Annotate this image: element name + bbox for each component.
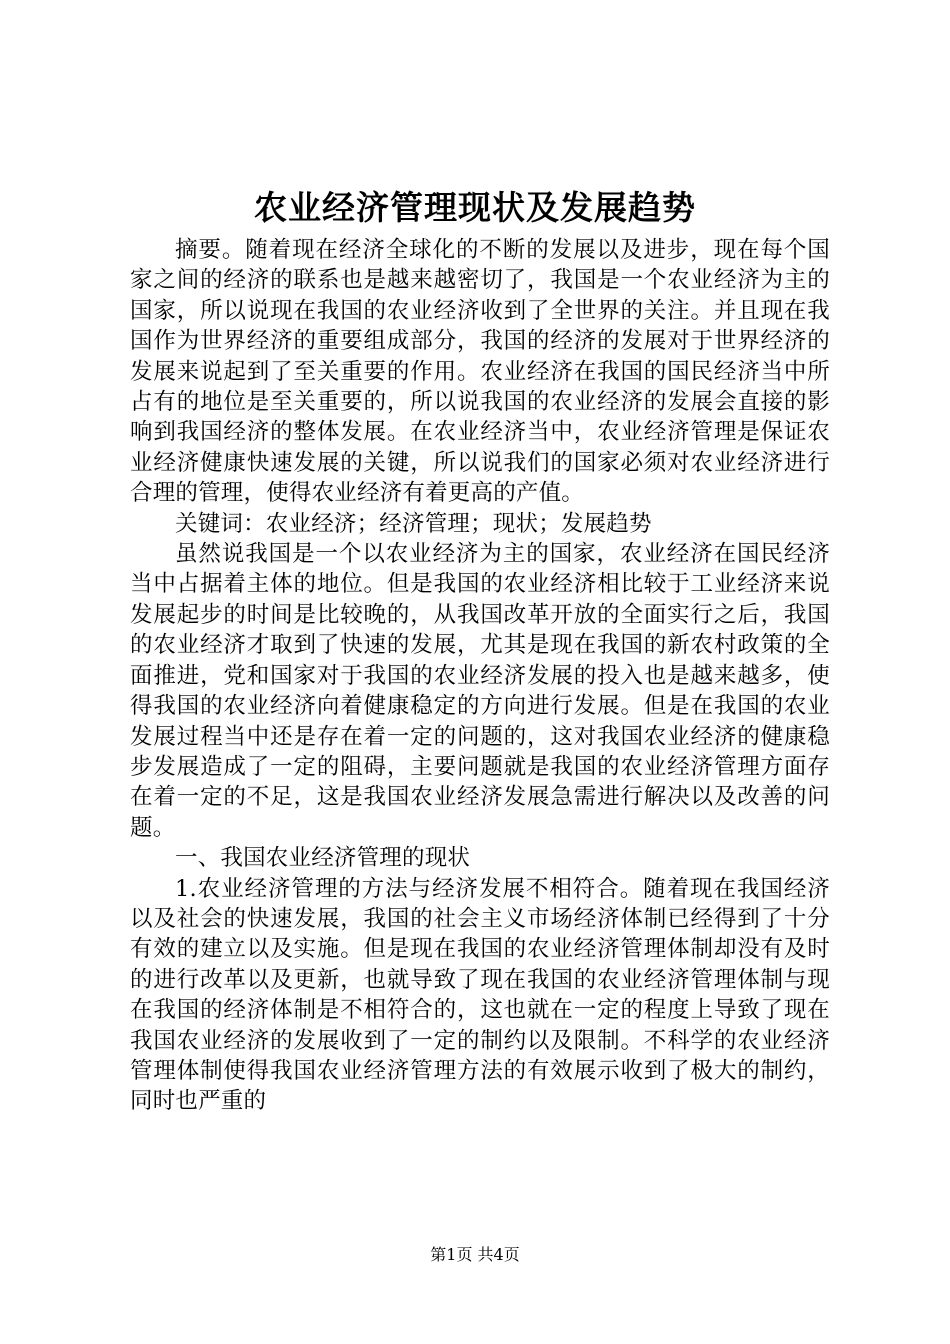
abstract-paragraph: 摘要。随着现在经济全球化的不断的发展以及进步，现在每个国家之间的经济的联系也是越来越密切了，我国是一个农业经济为主的国家，所以说现在我国的农业经济收到了全世界的关注。并且现在我国作为世界经济的重要组成部分，我国的经济的发展对于世界经济的发展来说起到了至关重要的作用。农业经济在我国的国民经济当中所占有的地位是至关重要的，所以说我国的农业经济的发展会直接的影响到我国经济的整体发展。在农业经济当中，农业经济管理是保证农业经济健康快速发展的关键，所以说我们的国家必须对农业经济进行合理的管理，使得农业经济有着更高的产值。 xyxy=(130,237,830,507)
page-footer: 第1页 共4页 xyxy=(430,1245,520,1264)
document-body xyxy=(130,235,830,1117)
document-title: 农业经济管理现状及发展趋势 xyxy=(254,188,696,227)
intro-paragraph: 虽然说我国是一个以农业经济为主的国家，农业经济在国民经济当中占据着主体的地位。但是我国的农业经济相比较于工业经济来说发展起步的时间是比较晚的，从我国改革开放的全面实行之后，我国的农业经济才取到了快速的发展，尤其是现在我国的新农村政策的全面推进，党和国家对于我国的农业经济发展的投入也是越来越多，使得我国的农业经济向着健康稳定的方向进行发展。但是在我国的农业发展过程当中还是存在着一定的问题的，这对我国农业经济的健康稳步发展造成了一定的阻碍，主要问题就是我国的农业经济管理方面存在着一定的不足，这是我国农业经济发展急需进行解决以及改善的问题。 xyxy=(130,541,830,841)
section-paragraph: 1.农业经济管理的方法与经济发展不相符合。随着现在我国经济以及社会的快速发展，我国的社会主义市场经济体制已经得到了十分有效的建立以及实施。但是现在我国的农业经济管理体制却没有及时的进行改革以及更新，也就导致了现在我国的农业经济管理体制与现在我国的经济体制是不相符合的，这也就在一定的程度上导致了现在我国农业经济的发展收到了一定的制约以及限制。不科学的农业经济管理体制使得我国农业经济管理方法的有效展示收到了极大的制约，同时也严重的 xyxy=(130,875,830,1115)
keywords-paragraph: 关键词：农业经济；经济管理；现状；发展趋势 xyxy=(175,510,652,537)
section-heading: 一、我国农业经济管理的现状 xyxy=(175,845,471,872)
